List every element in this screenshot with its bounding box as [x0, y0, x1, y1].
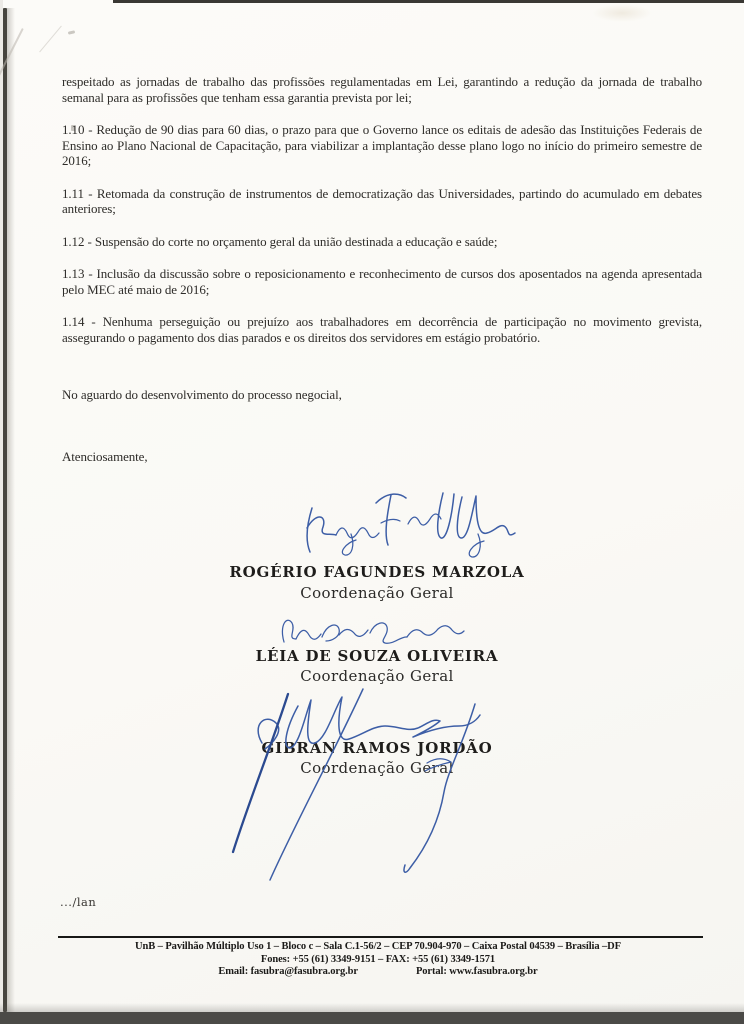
- signature-ink-gibran: [222, 686, 492, 886]
- paragraph-item-1-11: 1.11 - Retomada da construção de instrumentos de democratização das Universidades, partindo do acumulado em debates anteriores;: [62, 185, 702, 216]
- signatory-role-leia: Coordenação Geral: [300, 667, 454, 685]
- signatory-role-gibran: Coordenação Geral: [300, 759, 454, 777]
- paragraph-continuation: respeitado as jornadas de trabalho das profissões regulamentadas em Lei, garantindo a redução da jornada de trabalho semanal para as profissões que tenham essa garantia prevista por lei;: [62, 74, 702, 105]
- closing-line: No aguardo do desenvolvimento do processo negocial,: [62, 387, 342, 402]
- salutation-line: Atenciosamente,: [62, 448, 148, 464]
- signatory-name-leia: LÉIA DE SOUZA OLIVEIRA: [255, 647, 499, 665]
- footer-email: Email: fasubra@fasubra.org.br: [218, 966, 358, 977]
- paragraph-item-1-12: 1.12 - Suspensão do corte no orçamento geral da união destinada a educação e saúde;: [62, 233, 498, 249]
- scan-bottom-border: [0, 1012, 744, 1024]
- footer-portal: Portal: www.fasubra.org.br: [415, 966, 538, 977]
- signatory-role-rogerio: Coordenação Geral: [300, 584, 454, 602]
- paragraph-item-1-13: 1.13 - Inclusão da discussão sobre o reposicionamento e reconhecimento de cursos dos aposentados na agenda apresentada pelo MEC até maio de 2016;: [62, 266, 702, 297]
- signature-ink-rogerio: [296, 482, 524, 562]
- scan-top-border: [113, 0, 744, 3]
- footer-address: UnB – Pavilhão Múltiplo Uso 1 – Bloco c – Sala C.1-56/2 – CEP 70.904-970 – Caixa Postal 04539 – Brasília –DF: [135, 941, 621, 952]
- footer-phones: Fones: +55 (61) 3349-9151 – FAX: +55 (61) 3349-1571: [260, 953, 496, 965]
- scan-scratch-mark: [39, 26, 62, 53]
- scan-left-border-shadow: [7, 8, 15, 1012]
- footer-divider: [58, 936, 703, 938]
- paragraph-item-1-10: 1.10 - Redução de 90 dias para 60 dias, o prazo para que o Governo lance os editais de adesão das Instituições Federais de Ensino ao Plano Nacional de Capacitação, para viabilizar a implantação desse plano logo no início do primeiro semestre de 2016;: [62, 122, 702, 168]
- signatory-name-rogerio: ROGÉRIO FAGUNDES MARZOLA: [229, 563, 525, 581]
- scan-smudge: [592, 4, 652, 22]
- reference-mark: .../lan: [60, 895, 97, 909]
- scan-speck: [68, 30, 75, 34]
- letter-body: [62, 74, 702, 481]
- signatory-name-gibran: GIBRAN RAMOS JORDÃO: [261, 739, 493, 757]
- paragraph-item-1-14: 1.14 - Nenhuma perseguição ou prejuízo aos trabalhadores em decorrência de participação no movimento grevista, assegurando o pagamento dos dias parados e os direitos dos servidores em estágio probatório.: [62, 314, 702, 345]
- letterhead-footer: [52, 941, 704, 979]
- scan-bottom-shade: [0, 1003, 744, 1012]
